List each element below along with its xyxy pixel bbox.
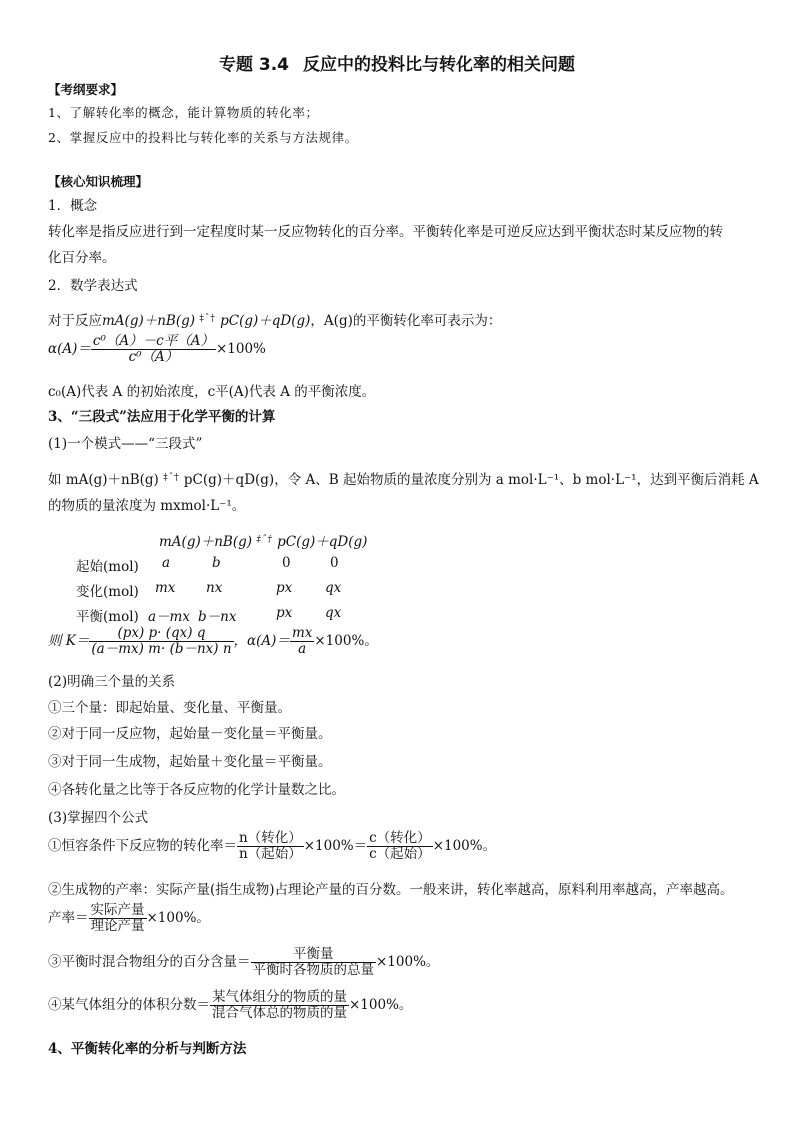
table-cell: mx bbox=[155, 580, 176, 596]
alpha-formula: α(A)＝ $\frac{\text{c⁰（A）－c平（A）}}{\text{c⁰（A）}}$ ×100% bbox=[48, 333, 266, 365]
example-line-2: 的物质的量浓度为 mxmol·L⁻¹。 bbox=[48, 498, 246, 514]
topic-title: 反应中的投料比与转化率的相关问题 bbox=[303, 55, 576, 75]
k-fraction: $\frac{(px) p\cdot (qx) q}{(a-mx) m\cdot (b-nx) n}$ bbox=[91, 625, 232, 657]
subsection-3-2: (2)明确三个量的关系 bbox=[48, 674, 176, 690]
table-reaction: mA(g)＋nB(g) $^{\ddagger ˆ\dagger}$ pC(g)＋qD(g) bbox=[159, 534, 368, 550]
knowledge-heading: 【核心知识梳理】 bbox=[48, 174, 149, 189]
table-cell: b－nx bbox=[198, 609, 237, 625]
fraction: $\frac{\text{n（转化）}}{\text{n（起始）}}$ bbox=[239, 830, 302, 862]
table-cell: a bbox=[162, 555, 171, 571]
requirements-heading: 【考纲要求】 bbox=[48, 82, 124, 97]
alpha-fraction: $\frac{\text{c⁰（A）－c平（A）}}{\text{c⁰（A）}}$ bbox=[92, 333, 214, 365]
table-cell: b bbox=[212, 555, 221, 571]
reaction-intro: 对于反应mA(g)＋nB(g) $^{\ddagger ˆ\dagger}$ pC(g)＋qD(g)，A(g)的平衡转化率可表示为： bbox=[48, 313, 502, 329]
table-row-label: 平衡(mol) bbox=[76, 609, 139, 625]
fraction: $\frac{\text{某气体组分的物质的量}}{\text{混合气体总的物质的量}}$ bbox=[212, 989, 347, 1021]
yield-description: ②生成物的产率：实际产量(指生成物)占理论产量的百分数。一般来讲，转化率越高，原料利用率越高，产率越高。 bbox=[48, 882, 734, 898]
formula-percent-content: ③平衡时混合物组分的百分含量＝ $\frac{\text{平衡量}}{\text{平衡时各物质的总量}}$ ×100%。 bbox=[48, 946, 440, 978]
concentration-note: c₀(A)代表 A 的初始浓度，c平(A)代表 A 的平衡浓度。 bbox=[48, 384, 376, 400]
topic-number: 专题 3.4 bbox=[218, 55, 290, 75]
relation-item: ④各转化量之比等于各反应物的化学计量数之比。 bbox=[48, 782, 345, 798]
equilibrium-arrow-icon: ‡ˆ† bbox=[199, 314, 216, 324]
concept-text-line-2: 化百分率。 bbox=[48, 250, 116, 266]
formula-volume-fraction: ④某气体组分的体积分数＝ $\frac{\text{某气体组分的物质的量}}{\text{混合气体总的物质的量}}$ ×100%。 bbox=[48, 989, 413, 1021]
fraction: $\frac{\text{平衡量}}{\text{平衡时各物质的总量}}$ bbox=[252, 946, 374, 978]
requirement-item-1: 1、了解转化率的概念，能计算物质的转化率； bbox=[48, 105, 319, 120]
alpha-short-fraction: $\frac{mx}{a}$ bbox=[291, 625, 313, 657]
relation-item: ①三个量：即起始量、变化量、平衡量。 bbox=[48, 700, 291, 716]
table-cell: px bbox=[276, 605, 293, 621]
table-cell: px bbox=[276, 580, 293, 596]
subsection-3-3: (3)掌握四个公式 bbox=[48, 810, 149, 826]
table-cell: 0 bbox=[282, 555, 291, 571]
table-cell: a－mx bbox=[148, 609, 190, 625]
section-3-title: 3、“三段式”法应用于化学平衡的计算 bbox=[48, 409, 276, 425]
fraction: $\frac{\text{实际产量}}{\text{理论产量}}$ bbox=[90, 902, 145, 934]
formula-conversion-rate: ①恒容条件下反应物的转化率＝ $\frac{\text{n（转化）}}{\text{n（起始）}}$ ×100%＝ $\frac{\text{c（转化）}}{\text{c（起始）}}$ ×100%。 bbox=[48, 830, 497, 862]
equilibrium-arrow-icon: ‡ˆ† bbox=[256, 535, 273, 545]
table-cell: nx bbox=[206, 580, 223, 596]
section-4-title: 4、平衡转化率的分析与判断方法 bbox=[48, 1041, 247, 1057]
equilibrium-arrow-icon: ‡ˆ† bbox=[163, 473, 180, 483]
equilibrium-constant-formula: 则 K＝ $\frac{(px) p\cdot (qx) q}{(a-mx) m\cdot (b-nx) n}$ ，α(A)＝ $\frac{mx}{a}$ ×100%。 bbox=[48, 625, 378, 657]
relation-item: ③对于同一生成物，起始量＋变化量＝平衡量。 bbox=[48, 754, 332, 770]
example-line-1: 如 mA(g)＋nB(g) $^{\ddagger ˆ\dagger}$ pC(g)＋qD(g)，令 A、B 起始物质的量浓度分别为 a mol·L⁻¹、b mol·L⁻¹，达到平衡后消耗 A bbox=[48, 472, 759, 488]
relation-item: ②对于同一反应物，起始量－变化量＝平衡量。 bbox=[48, 726, 332, 742]
table-cell: qx bbox=[325, 580, 342, 596]
formula-yield: 产率＝ $\frac{\text{实际产量}}{\text{理论产量}}$ ×100%。 bbox=[48, 902, 210, 934]
table-cell: qx bbox=[325, 605, 342, 621]
fraction: $\frac{\text{c（转化）}}{\text{c（起始）}}$ bbox=[369, 830, 431, 862]
table-row-label: 起始(mol) bbox=[76, 559, 139, 575]
requirement-item-2: 2、掌握反应中的投料比与转化率的关系与方法规律。 bbox=[48, 130, 358, 145]
concept-text-line-1: 转化率是指反应进行到一定程度时某一反应物转化的百分率。平衡转化率是可逆反应达到平衡状态时某反应物的转 bbox=[48, 224, 723, 240]
table-row-label: 变化(mol) bbox=[76, 584, 139, 600]
section-1-title: 1．概念 bbox=[48, 198, 98, 214]
subsection-3-1: (1)一个模式——“三段式” bbox=[48, 436, 203, 452]
section-2-title: 2．数学表达式 bbox=[48, 278, 138, 294]
table-cell: 0 bbox=[330, 555, 339, 571]
page-title bbox=[0, 50, 794, 75]
